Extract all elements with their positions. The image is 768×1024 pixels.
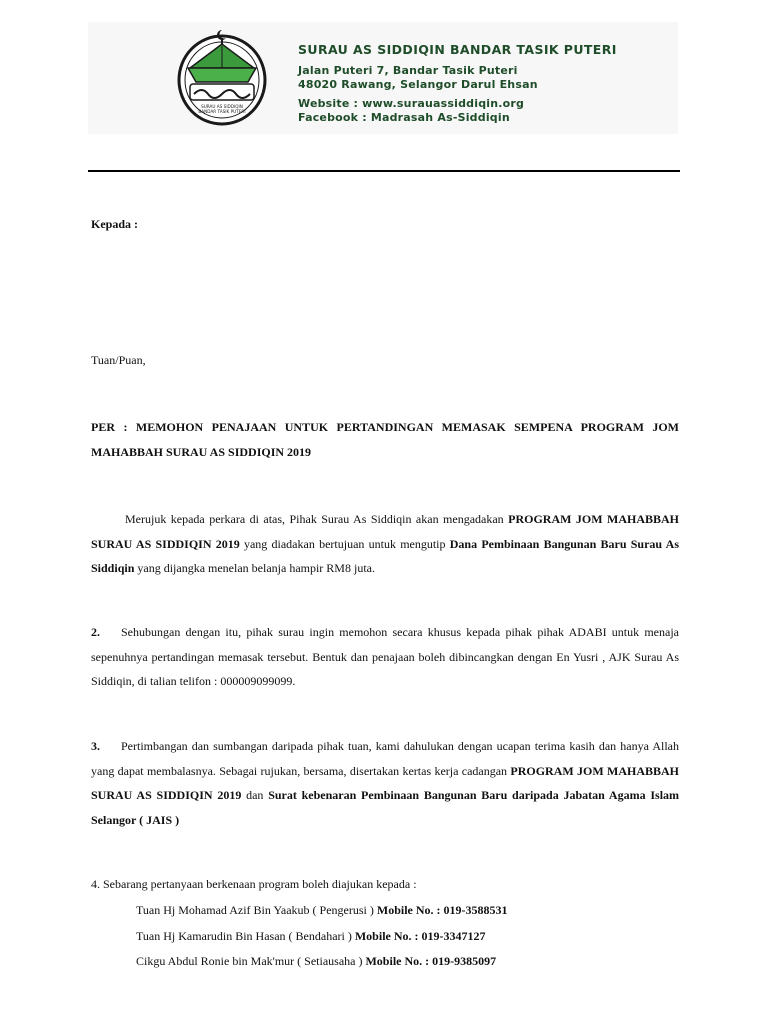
contact-name: Tuan Hj Mohamad Azif Bin Yaakub ( Pengerusi ) (136, 903, 374, 917)
website-text: Website : www.surauassiddiqin.org (298, 97, 525, 110)
address-line-2: 48020 Rawang, Selangor Darul Ehsan (298, 78, 538, 91)
p3-text-1: Pertimbangan dan sumbangan daripada pihak tuan, kami dahulukan dengan ucapan terima kasih dan hanya Allah yang dapat membalasnya. Sebagai rujukan, bersama, disertakan kertas kerja cadangan (91, 739, 679, 778)
contact-list (136, 898, 508, 975)
mosque-logo-icon (92, 24, 272, 132)
logo-line-1: SURAU AS SIDDIQIN (201, 104, 243, 109)
p1-bold-2: Dana Pembinaan Bangunan Baru Surau As Siddiqin (91, 536, 680, 575)
p2-text: Sehubungan dengan itu, pihak surau ingin memohon secara khusus kepada pihak pihak ADABI untuk menaja sepenuhnya pertandingan memasak tersebut. Bentuk dan penajaan boleh dibincangkan dengan En Yusri , AJK Surau As Siddiqin, di talian telifon : 000009099099. (91, 625, 679, 688)
contact-mobile: Mobile No. : 019-3347127 (354, 928, 486, 943)
address-line-1: Jalan Puteri 7, Bandar Tasik Puteri (298, 64, 518, 77)
contact-item (136, 949, 508, 975)
subject-line: PER : MEMOHON PENAJAAN UNTUK PERTANDINGAN MEMASAK SEMPENA PROGRAM JOM MAHABBAH SURAU AS SIDDIQIN 2019 (91, 420, 679, 459)
salutation: Tuan/Puan, (91, 353, 146, 367)
facebook-text: Facebook : Madrasah As-Siddiqin (298, 111, 510, 124)
p1-bold-1: PROGRAM JOM MAHABBAH SURAU AS SIDDIQIN 2019 (91, 512, 679, 551)
paragraph-2 (91, 620, 679, 694)
contact-item (136, 898, 508, 924)
organization-name: SURAU AS SIDDIQIN BANDAR TASIK PUTERI (298, 42, 617, 57)
letterhead-text (298, 42, 658, 125)
p3-text-2: dan (241, 788, 269, 802)
p3-bold-1: PROGRAM JOM MAHABBAH SURAU AS SIDDIQIN 2019 (91, 763, 679, 802)
p1-text-1: Merujuk kepada perkara di atas, Pihak Surau As Siddiqin akan mengadakan (125, 512, 509, 526)
contact-mobile: Mobile No. : 019-9385097 (365, 954, 497, 968)
contact-name: Tuan Hj Kamarudin Bin Hasan ( Bendahari ) (136, 928, 352, 943)
paragraph-4: 4. Sebarang pertanyaan berkenaan program boleh diajukan kepada : (91, 877, 417, 891)
paragraph-1 (91, 507, 679, 581)
logo-line-2: BANDAR TASIK PUTERI (198, 109, 246, 114)
p1-text-2: yang diadakan bertujuan untuk mengutip (239, 536, 450, 551)
header-divider (88, 170, 680, 172)
p3-bold-2: Surat kebenaran Pembinaan Bangunan Baru daripada Jabatan Agama Islam Selangor ( JAIS ) (91, 788, 680, 827)
contact-item (136, 924, 508, 950)
contact-name: Cikgu Abdul Ronie bin Mak'mur ( Setiausaha ) (136, 954, 363, 968)
contact-mobile: Mobile No. : 019-3588531 (376, 903, 508, 917)
p3-number: 3. (91, 739, 100, 753)
p2-number: 2. (91, 625, 100, 639)
recipient-label: Kepada : (91, 217, 139, 231)
p1-text-3: yang dijangka menelan belanja hampir RM8 juta. (134, 561, 375, 575)
paragraph-3 (91, 734, 679, 832)
